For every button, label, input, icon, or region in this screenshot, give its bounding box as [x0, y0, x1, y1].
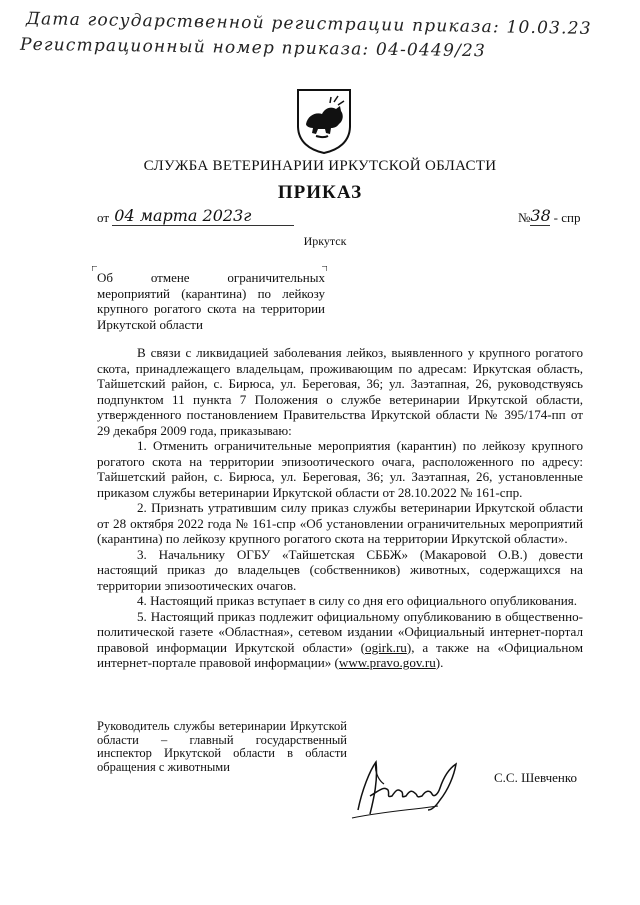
- document-title: ПРИКАЗ: [277, 182, 363, 203]
- coat-of-arms-icon: [294, 88, 354, 154]
- order-number: [518, 206, 580, 226]
- signer-name: С.С. Шевченко: [494, 770, 578, 785]
- agency-name: СЛУЖБА ВЕТЕРИНАРИИ ИРКУТСКОЙ ОБЛАСТИ: [143, 158, 497, 174]
- number-suffix: - спр: [553, 210, 581, 225]
- paragraph-1: 1. Отменить ограничительные мероприятия (карантин) по лейкозу крупного рогатого скота на территории эпизоотического очага, расположенного по адресу: Тайшетский район, с. Бирюса, ул. Береговая, 36; ул. Заэтапная, 26, установленные приказом службы ветеринарии Иркутской области от 28.10.2022 № 161-спр.: [97, 438, 583, 500]
- signer-position: Руководитель службы ветеринарии Иркутской области – главный государственный инспектор Иркутской области в области обращения с животными: [97, 719, 347, 774]
- paragraph-3: 3. Начальнику ОГБУ «Тайшетская СББЖ» (Макаровой О.В.) довести настоящий приказ до владельцев (собственников) животных, содержащихся на территории эпизоотических очагов.: [97, 546, 583, 593]
- city: Иркутск: [303, 234, 347, 248]
- paragraph-4: 4. Настоящий приказ вступает в силу со дня его официального опубликования.: [137, 593, 578, 608]
- handwritten-signature: [340, 740, 480, 830]
- order-date: [97, 206, 294, 226]
- pravo-link[interactable]: www.pravo.gov.ru: [338, 655, 436, 670]
- paragraph-2: 2. Признать утратившим силу приказ службы ветеринарии Иркутской области от 28 октября 2022 года № 161-спр «Об установлении ограничительных мероприятий (карантина) по лейкозу крупного рогатого скота на территории Иркутской области».: [97, 500, 583, 546]
- ogirk-link[interactable]: ogirk.ru: [365, 639, 407, 655]
- number-prefix: №: [518, 210, 531, 225]
- date-prefix: от: [97, 210, 110, 225]
- handwritten-date: 04 марта 2023г: [114, 206, 252, 225]
- paragraph-5-part-a: 5. Настоящий приказ подлежит официальному опубликованию в общественно-политической газете «Областная», сетевом издании «Официальный интернет-портал правовой информации Иркутской области» (: [97, 608, 583, 655]
- order-body: [97, 345, 583, 671]
- handwritten-number: 38: [530, 206, 551, 225]
- preamble-paragraph: В связи с ликвидацией заболевания лейкоз, выявленного у крупного рогатого скота, принадлежащего владельцам, проживающим по адресам: Иркутская область, Тайшетский район, с. Бирюса, ул. Береговая, 36; ул. Заэтапная, 26, руководствуясь подпунктом 11 пункта 7 Положения о службе ветеринарии Иркутской области, утвержденного постановлением Правительства Иркутской области № 395/174-пп от 29 декабря 2009 года, приказываю:: [97, 345, 583, 438]
- paragraph-5-part-b: ), а также на «Официальном интернет-портале правовой информации» (: [97, 639, 583, 670]
- order-subject: Об отмене ограничительных мероприятий (карантина) по лейкозу крупного рогатого скота на территории Иркутской области: [97, 270, 325, 332]
- handwritten-registration-number: Регистрационный номер приказа: 04-0449/23: [19, 34, 487, 62]
- handwritten-registration-date: Дата государственной регистрации приказа: 10.03.23: [25, 9, 592, 39]
- paragraph-5-part-c: ).: [435, 655, 444, 670]
- paragraph-5: [97, 609, 583, 671]
